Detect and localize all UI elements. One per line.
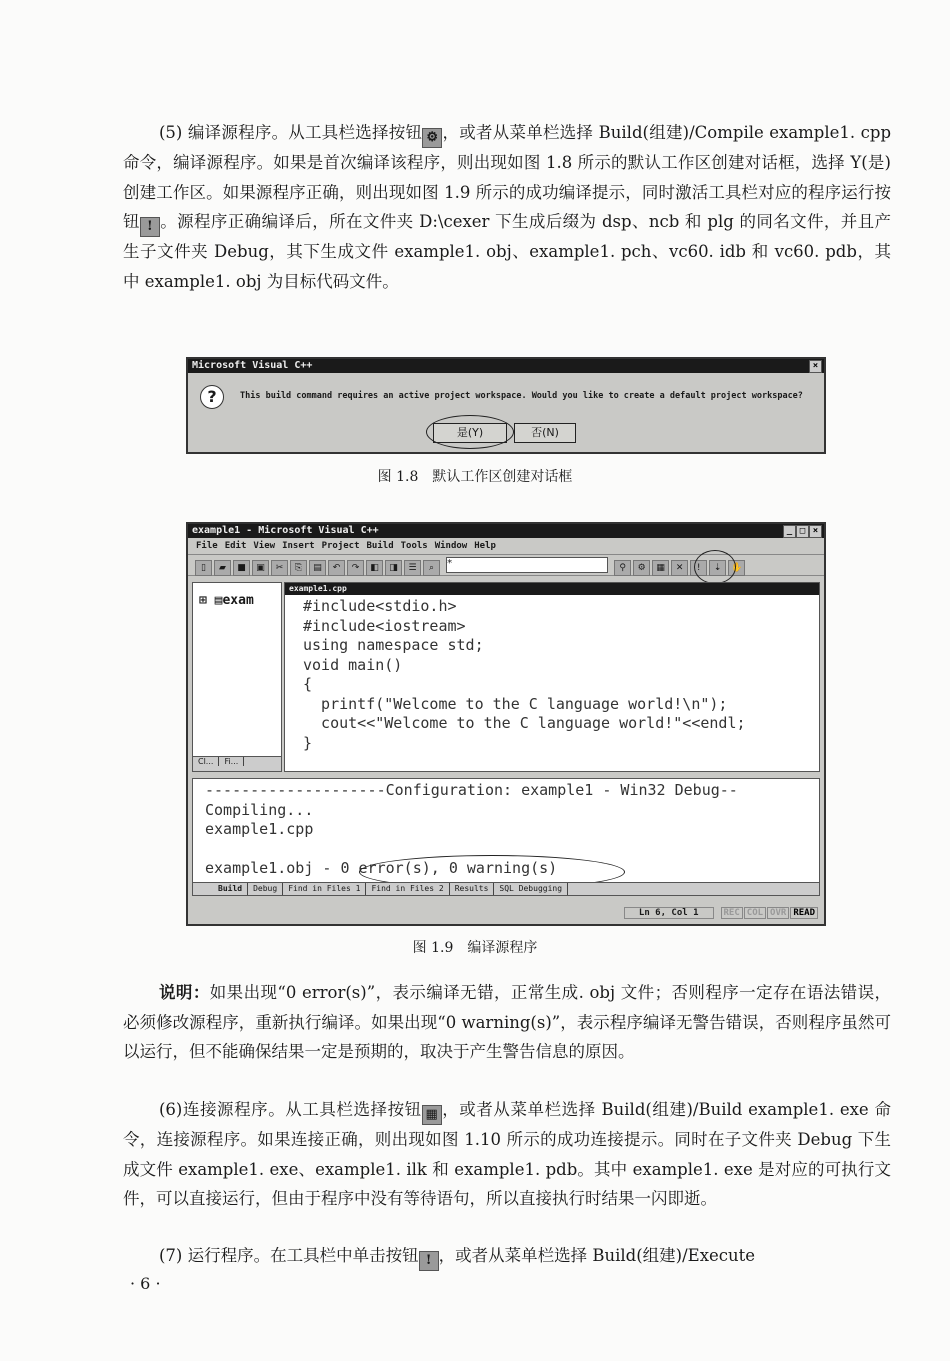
- code-line: #include<stdio.h>: [303, 597, 457, 615]
- redo-icon[interactable]: ↷: [347, 560, 364, 576]
- code-line: printf("Welcome to the C language world!\n");: [303, 694, 728, 713]
- output-pane: [192, 778, 820, 896]
- paste-icon[interactable]: ▤: [309, 560, 326, 576]
- menu-item-help[interactable]: Help: [474, 541, 496, 551]
- dialog-titlebar: [188, 359, 824, 373]
- tab-fileview[interactable]: Fi...: [219, 757, 244, 766]
- output-line: example1.obj - 0 error(s), 0 warning(s): [205, 859, 558, 877]
- cut-icon[interactable]: ✂: [271, 560, 288, 576]
- menu-bar: [188, 538, 824, 555]
- col-indicator: COL: [744, 907, 766, 919]
- highlight-ellipse: [426, 415, 514, 449]
- code-line: }: [303, 733, 313, 752]
- read-indicator: READ: [790, 907, 818, 919]
- paragraph-step5: [123, 118, 891, 296]
- compile-icon: ⚙: [422, 128, 442, 148]
- code-line: void main(): [303, 655, 403, 674]
- text: (5) 编译源程序。从工具栏选择按钮: [159, 123, 423, 142]
- tree-label: exam: [222, 593, 254, 608]
- paragraph-step7: [123, 1241, 891, 1271]
- copy-icon[interactable]: ⎘: [290, 560, 307, 576]
- toolbar: [188, 555, 824, 576]
- menu-item-project[interactable]: Project: [321, 541, 360, 551]
- status-bar: [624, 907, 818, 919]
- no-button[interactable]: 否(N): [514, 423, 576, 443]
- output-tab[interactable]: Find in Files 2: [366, 883, 449, 895]
- dialog-message: This build command requires an active project workspace. Would you like to create a default project workspace?: [240, 391, 803, 401]
- code-line: #include<iostream>: [303, 616, 466, 635]
- maximize-button[interactable]: □: [796, 525, 809, 538]
- ide-titlebar: [188, 524, 824, 538]
- text: (6)连接源程序。从工具栏选择按钮: [159, 1100, 422, 1119]
- output-tab[interactable]: Build: [213, 883, 248, 895]
- save-icon[interactable]: ■: [233, 560, 250, 576]
- find-combo[interactable]: *: [446, 557, 608, 573]
- tree-item[interactable]: ⊞ ▤exam: [199, 593, 254, 608]
- vc-dialog: [186, 357, 826, 454]
- close-button[interactable]: ×: [809, 360, 822, 373]
- output-tab[interactable]: Find in Files 1: [283, 883, 366, 895]
- output-line: --------------------Configuration: example1 - Win32 Debug--: [205, 781, 738, 799]
- cursor-position: Ln 6, Col 1: [624, 907, 714, 919]
- figure-caption: 图 1.8 默认工作区创建对话框: [377, 469, 573, 485]
- code-line: cout<<"Welcome to the C language world!"<<endl;: [303, 714, 746, 732]
- yes-button[interactable]: 是(Y): [433, 423, 507, 443]
- figure-caption: 图 1.9 编译源程序: [412, 940, 538, 956]
- code-editor[interactable]: [285, 595, 819, 753]
- execute-icon[interactable]: !: [690, 560, 707, 576]
- highlight-ellipse: [694, 550, 736, 584]
- output-tab[interactable]: Results: [450, 883, 495, 895]
- text: (7) 运行程序。在工具栏中单击按钮: [159, 1246, 419, 1265]
- output-line: example1.cpp: [205, 820, 314, 838]
- save-all-icon[interactable]: ▣: [252, 560, 269, 576]
- close-button[interactable]: ×: [809, 525, 822, 538]
- note-label: 说明：: [159, 983, 210, 1002]
- breakpoint-icon[interactable]: ✋: [728, 560, 745, 576]
- window-list-icon[interactable]: ☰: [404, 560, 421, 576]
- execute-icon: !: [140, 217, 160, 237]
- build-icon: ▦: [422, 1105, 442, 1125]
- workspace-icon[interactable]: ◧: [366, 560, 383, 576]
- question-icon: ?: [200, 385, 224, 409]
- workspace-pane: [192, 582, 282, 772]
- menu-item-file[interactable]: File: [196, 541, 218, 551]
- open-icon[interactable]: ▰: [214, 560, 231, 576]
- rec-indicator: REC: [721, 907, 743, 919]
- text: ，或者从菜单栏选择 Build(组建)/Build example1. exe 命令，连接源程序。如果连接正确，则出现如图 1.10 所示的成功连接提示。同时在子文件夹 Debug 下生成文件 example1. exe、example1. ilk 和 example1. pdb。其中 example1. exe 是对应的可执行文件，可以直接运行，但由于程序中没有等待语句，所以直接执行时结果一闪即逝。: [123, 1100, 891, 1208]
- output-tabs: [193, 882, 819, 895]
- menu-item-edit[interactable]: Edit: [224, 541, 247, 551]
- compile-icon[interactable]: ⚙: [633, 560, 650, 576]
- text: 。源程序正确编译后，所在文件夹 D:\cexer 下生成后缀为 dsp、ncb 和 plg 的同名文件，并且产生子文件夹 Debug，其下生成文件 example1. obj、example1. pch、vc60. idb 和 vc60. pdb，其中 example1. obj 为目标代码文件。: [123, 212, 892, 291]
- editor-titlebar: [285, 583, 819, 595]
- dialog-title: Microsoft Visual C++: [192, 360, 313, 371]
- output-tab[interactable]: SQL Debugging: [494, 883, 568, 895]
- code-line: {: [303, 675, 313, 693]
- go-icon[interactable]: ⇣: [709, 560, 726, 576]
- vc-ide-window: [186, 522, 826, 926]
- build-icon[interactable]: ▦: [652, 560, 669, 576]
- output-icon[interactable]: ◨: [385, 560, 402, 576]
- text: ，或者从菜单栏选择 Build(组建)/Execute: [438, 1246, 756, 1265]
- new-file-icon[interactable]: ▯: [195, 560, 212, 576]
- code-line: using namespace std;: [303, 636, 484, 654]
- menu-item-window[interactable]: Window: [434, 541, 468, 551]
- note-paragraph: [123, 978, 891, 1067]
- page-number: · 6 ·: [130, 1274, 161, 1293]
- output-tab[interactable]: Debug: [248, 883, 283, 895]
- ovr-indicator: OVR: [767, 907, 789, 919]
- menu-item-insert[interactable]: Insert: [282, 541, 315, 551]
- doc-title: example1.cpp: [289, 584, 347, 593]
- menu-item-tools[interactable]: Tools: [400, 541, 428, 551]
- window-title: example1 - Microsoft Visual C++: [192, 525, 379, 536]
- undo-icon[interactable]: ↶: [328, 560, 345, 576]
- paragraph-step6: [123, 1095, 891, 1214]
- text: 如果出现“0 error(s)”，表示编译无错，正常生成. obj 文件；否则程序一定存在语法错误，必须修改源程序，重新执行编译。如果出现“0 warning(s)”，表示程序编译无警告错误，否则程序虽然可以运行，但不能确保结果一定是预期的，取决于产生警告信息的原因。: [123, 983, 891, 1061]
- output-line: Compiling...: [205, 800, 314, 819]
- text: ，或者从菜单栏选择 Build(组建)/Compile example1. cpp 命令，编译源程序。如果是首次编译该程序，则出现如图 1.8 所示的默认工作区创建对话框，选择 Y(是)创建工作区。如果源程序正确，则出现如图 1.9 所示的成功编译提示，同时激活工具栏对应的程序运行按钮: [123, 123, 892, 231]
- editor-pane: [284, 582, 820, 772]
- find-icon[interactable]: ⚲: [614, 560, 631, 576]
- menu-item-view[interactable]: View: [253, 541, 276, 551]
- minimize-button[interactable]: _: [783, 525, 796, 538]
- execute-icon: !: [419, 1251, 439, 1271]
- find-in-files-icon[interactable]: ⌕: [423, 560, 440, 576]
- tab-classview[interactable]: Cl...: [193, 757, 219, 766]
- menu-item-build[interactable]: Build: [366, 541, 394, 551]
- stop-build-icon[interactable]: ✕: [671, 560, 688, 576]
